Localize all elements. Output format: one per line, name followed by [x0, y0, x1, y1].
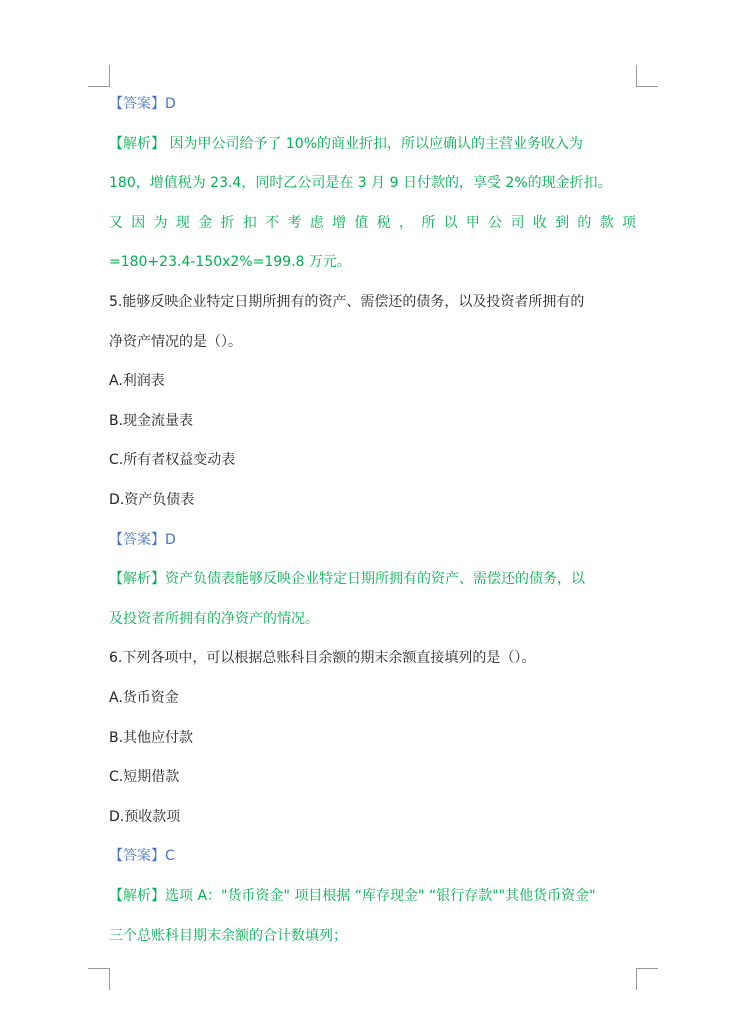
analysis-line: 【解析】选项 A："货币资金" 项目根据 “库存现金" “银行存款""其他货币资金" [109, 888, 596, 904]
question-line: B.其他应付款 [109, 729, 194, 746]
analysis-line: 及投资者所拥有的净资产的情况。 [109, 610, 319, 627]
answer-line: 【答案】C [109, 848, 175, 865]
corner-mark-top-right [636, 65, 658, 87]
analysis-line: 三个总账科目期末余额的合计数填列； [109, 927, 347, 944]
analysis-line: 又因为现金折扣不考虑增值税，所以甲公司收到的款项 [109, 214, 636, 231]
analysis-line: 【解析】资产负债表能够反映企业特定日期所拥有的资产、需偿还的债务，以 [109, 571, 585, 588]
question-line: C.所有者权益变动表 [109, 452, 236, 469]
answer-line: 【答案】D [109, 96, 176, 112]
question-line: 6.下列各项中，可以根据总账科目余额的期末余额直接填列的是（）。 [109, 650, 536, 667]
question-line: D.资产负债表 [109, 492, 195, 508]
question-line: B.现金流量表 [109, 412, 194, 429]
analysis-line: 【解析】 因为甲公司给予了 10%的商业折扣，所以应确认的主营业务收入为 [109, 135, 584, 152]
corner-mark-bottom-right [636, 968, 658, 990]
question-line: A.利润表 [109, 373, 165, 390]
answer-line: 【答案】D [109, 531, 176, 548]
question-line: D.预收款项 [109, 808, 181, 825]
question-line: A.货币资金 [109, 690, 179, 706]
question-line: C.短期借款 [109, 769, 180, 786]
corner-mark-bottom-left [88, 968, 110, 990]
question-line: 5.能够反映企业特定日期所拥有的资产、需偿还的债务，以及投资者所拥有的 [109, 294, 585, 310]
analysis-line: =180+23.4-150x2%=199.8 万元。 [109, 254, 351, 271]
corner-mark-top-left [88, 65, 110, 87]
analysis-line: 180，增值税为 23.4，同时乙公司是在 3 月 9 日付款的，享受 2%的现金折扣。 [109, 175, 612, 192]
question-line: 净资产情况的是（）。 [109, 333, 242, 350]
